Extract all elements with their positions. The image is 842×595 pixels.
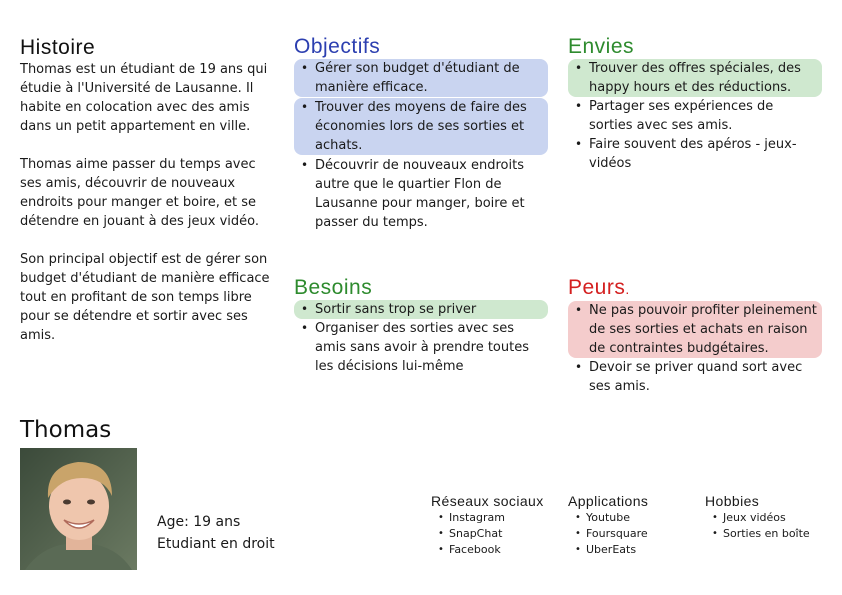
persona-avatar-icon [20, 448, 137, 570]
histoire-title: Histoire [20, 36, 96, 59]
peurs-title [568, 276, 822, 301]
hobbies-title: Hobbies [705, 493, 760, 509]
peurs-title-suffix: . [625, 281, 630, 297]
objectifs-list [294, 59, 548, 232]
besoins-section [294, 276, 548, 376]
peurs-item-1: • Ne pas pouvoir profiter pleinement de ses sorties et achats en raison de contraintes budgétaires. [568, 301, 822, 358]
objectifs-item-3: • Découvrir de nouveaux endroits autre que le quartier Flon de Lausanne pour manger, boire et passer du temps. [294, 156, 548, 232]
histoire-paragraph-1: Thomas est un étudiant de 19 ans qui étudie à l'Université de Lausanne. Il habite en colocation avec des amis dans un petit appartement en ville. [20, 62, 268, 134]
reseaux-item-1: • Instagram [431, 510, 559, 526]
objectifs-item-1: • Gérer son budget d'étudiant de manière efficace. [294, 59, 548, 97]
peurs-title-text: Peurs [568, 276, 626, 299]
reseaux-list [431, 510, 559, 558]
applications-section [568, 492, 696, 558]
reseaux-section [431, 492, 559, 558]
objectifs-section [294, 35, 548, 232]
persona-occupation: Etudiant en droit [157, 536, 275, 552]
applications-title: Applications [568, 493, 649, 509]
envies-section [568, 35, 822, 173]
histoire-paragraph-2: Thomas aime passer du temps avec ses amis, découvrir de nouveaux endroits pour manger et boire, et se détendre en jouant à des jeux vidéo. [20, 157, 259, 229]
hobbies-item-1: • Jeux vidéos [705, 510, 833, 526]
applications-list [568, 510, 696, 558]
peurs-list [568, 301, 822, 396]
hobbies-list [705, 510, 833, 542]
peurs-section [568, 276, 822, 396]
persona-name: Thomas [20, 417, 112, 443]
persona-details [157, 511, 275, 555]
envies-list [568, 59, 822, 173]
reseaux-title: Réseaux sociaux [431, 493, 544, 509]
reseaux-item-2: • SnapChat [431, 526, 559, 542]
envies-title: Envies [568, 35, 635, 58]
objectifs-item-2: • Trouver des moyens de faire des économies lors de ses sorties et achats. [294, 98, 548, 155]
persona-photo [20, 448, 137, 570]
reseaux-item-3: • Facebook [431, 542, 559, 558]
besoins-item-2: • Organiser des sorties avec ses amis sans avoir à prendre toutes les décisions lui-même [294, 319, 548, 376]
histoire-section [20, 36, 275, 345]
histoire-paragraph-3: Son principal objectif est de gérer son budget d'étudiant de manière efficace tout en profitant de son temps libre pour se détendre et sortir avec ses amis. [20, 252, 270, 343]
besoins-list [294, 300, 548, 376]
applications-item-3: • UberEats [568, 542, 696, 558]
besoins-title: Besoins [294, 276, 373, 299]
objectifs-title: Objectifs [294, 35, 381, 58]
peurs-item-2: • Devoir se priver quand sort avec ses amis. [568, 358, 822, 396]
envies-item-3: • Faire souvent des apéros - jeux-vidéos [568, 135, 822, 173]
applications-item-2: • Foursquare [568, 526, 696, 542]
applications-item-1: • Youtube [568, 510, 696, 526]
envies-item-1: • Trouver des offres spéciales, des happy hours et des réductions. [568, 59, 822, 97]
besoins-item-1: • Sortir sans trop se priver [294, 300, 548, 319]
envies-item-2: • Partager ses expériences de sorties avec ses amis. [568, 97, 822, 135]
hobbies-section [705, 492, 833, 542]
hobbies-item-2: • Sorties en boîte [705, 526, 833, 542]
persona-age: Age: 19 ans [157, 514, 241, 530]
